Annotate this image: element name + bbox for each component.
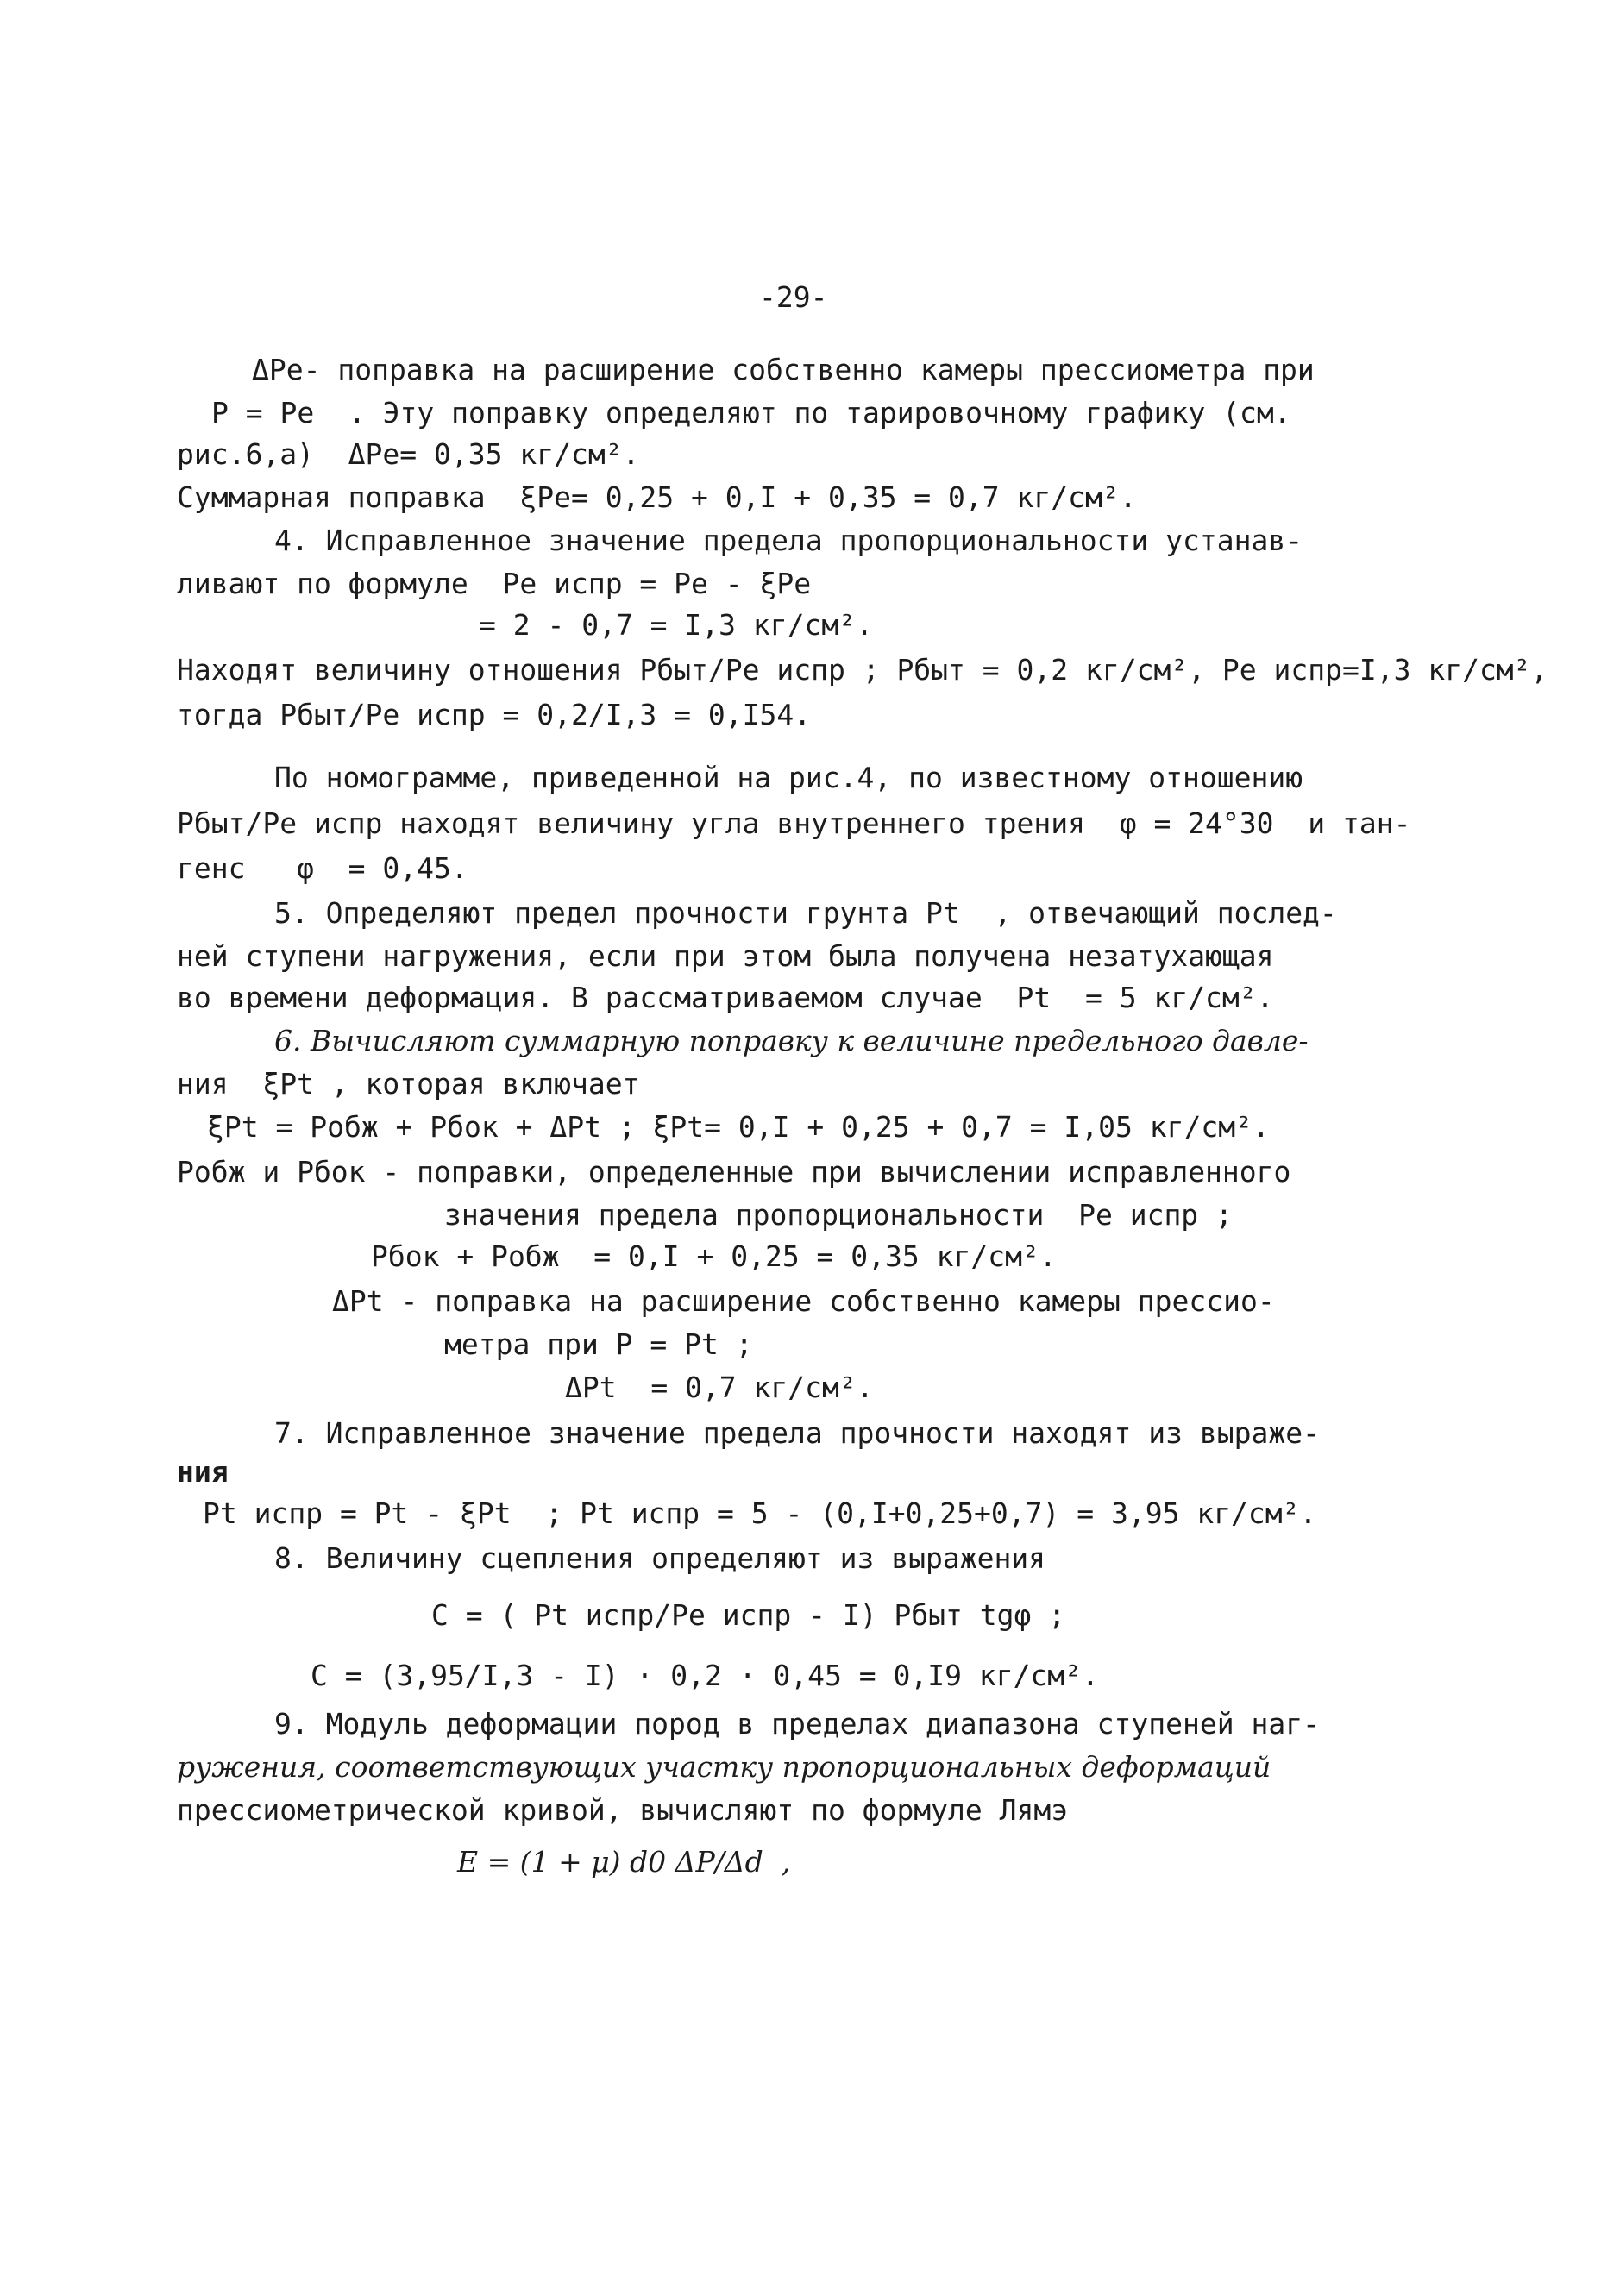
text-line: ружения, соответствующих участку пропорциональных деформаций: [177, 1750, 1271, 1784]
text-line: 6. Вычисляют суммарную поправку к величине предельного давле-: [274, 1024, 1309, 1057]
text-line: ней ступени нагружения, если при этом была получена незатухающая: [177, 939, 1274, 973]
text-line: 7. Исправленное значение предела прочности находят из выраже-: [274, 1416, 1320, 1450]
formula-line: Pt испр = Pt - ξPt ; Pt испр = 5 - (0,I+0,25+0,7) = 3,95 кг/см².: [203, 1496, 1317, 1530]
text-line: 5. Определяют предел прочности грунта Pt , отвечающий послед-: [274, 896, 1337, 930]
text-line: 4. Исправленное значение предела пропорциональности устанав-: [274, 524, 1303, 557]
formula-line: Pбок + Pобж = 0,I + 0,25 = 0,35 кг/см².: [371, 1239, 1057, 1273]
text-line: ния: [177, 1455, 229, 1489]
text-line: ΔPt - поправка на расширение собственно камеры прессио-: [332, 1284, 1275, 1318]
formula-line: ξPt = Pобж + Pбок + ΔPt ; ξPt= 0,I + 0,25 + 0,7 = I,05 кг/см².: [207, 1110, 1270, 1144]
text-line: ΔPe- поправка на расширение собственно камеры прессиометра при: [252, 353, 1315, 386]
text-line: во времени деформация. В рассматриваемом случае Pt = 5 кг/см².: [177, 981, 1274, 1014]
text-line: По номограмме, приведенной на рис.4, по известному отношению: [274, 761, 1303, 794]
text-line: прессиометрической кривой, вычисляют по формуле Лямэ: [177, 1793, 1069, 1827]
text-line: Находят величину отношения Pбыт/Pe испр ; Pбыт = 0,2 кг/см², Pe испр=I,3 кг/см²,: [177, 653, 1548, 687]
text-line: ливают по формуле Pe испр = Pe - ξPe: [177, 567, 812, 600]
formula-line: C = ( Pt испр/Pe испр - I) Pбыт tgφ ;: [431, 1598, 1066, 1632]
text-line: рис.6,а) ΔPe= 0,35 кг/см².: [177, 437, 640, 471]
text-line: Pобж и Pбок - поправки, определенные при вычислении исправленного: [177, 1155, 1291, 1189]
text-line: метра при P = Pt ;: [444, 1327, 753, 1361]
text-line: тогда Pбыт/Pe испр = 0,2/I,3 = 0,I54.: [177, 698, 812, 731]
text-line: 8. Величину сцепления определяют из выражения: [274, 1541, 1046, 1575]
text-line: Pбыт/Pe испр находят величину угла внутреннего трения φ = 24°30 и тан-: [177, 806, 1411, 840]
text-line: 9. Модуль деформации пород в пределах диапазона ступеней наг-: [274, 1707, 1320, 1741]
text-line: = 2 - 0,7 = I,3 кг/см².: [479, 608, 873, 642]
formula-line: ΔPt = 0,7 кг/см².: [565, 1371, 874, 1404]
text-line: P = Pe . Эту поправку определяют по тарировочному графику (см.: [211, 396, 1291, 430]
formula-line: E = (1 + μ) d0 ΔP/Δd ,: [457, 1845, 791, 1879]
formula-line: C = (3,95/I,3 - I) · 0,2 · 0,45 = 0,I9 кг/см².: [311, 1659, 1099, 1692]
page-number: -29-: [759, 280, 828, 314]
text-line: генс φ = 0,45.: [177, 851, 468, 885]
text-line: значения предела пропорциональности Pe испр ;: [444, 1198, 1233, 1232]
text-line: ния ξPt , которая включает: [177, 1067, 640, 1101]
text-line: Суммарная поправка ξPe= 0,25 + 0,I + 0,35 = 0,7 кг/см².: [177, 480, 1137, 514]
